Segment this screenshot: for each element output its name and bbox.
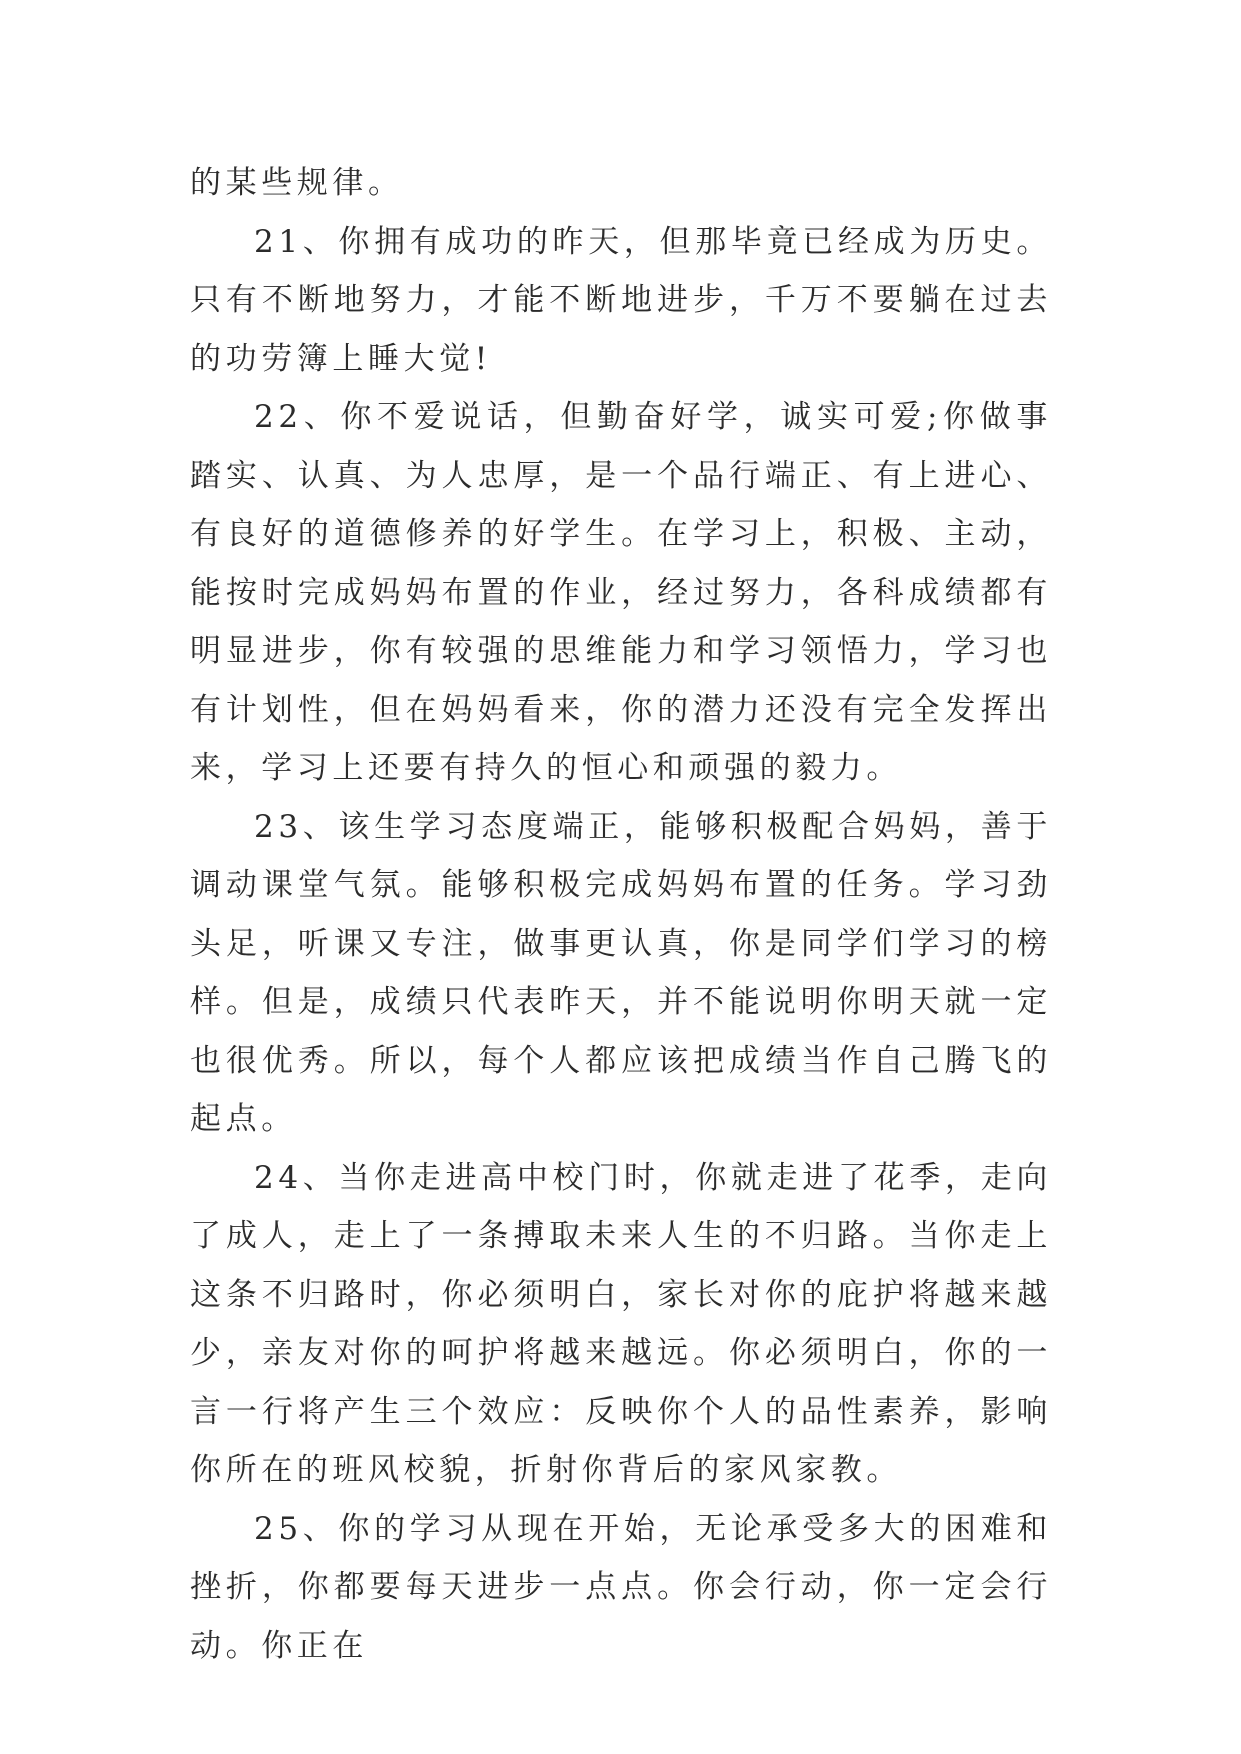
paragraph-22: 22、你不爱说话，但勤奋好学，诚实可爱;你做事踏实、认真、为人忠厚，是一个品行端正、有上进心、有良好的道德修养的好学生。在学习上，积极、主动，能按时完成妈妈布置的作业，经过努力，各科成绩都有明显进步，你有较强的思维能力和学习领悟力，学习也有计划性，但在妈妈看来，你的潜力还没有完全发挥出来，学习上还要有持久的恒心和顽强的毅力。 <box>190 399 1052 786</box>
paragraph-24: 24、当你走进高中校门时，你就走进了花季，走向了成人，走上了一条搏取未来人生的不归路。当你走上这条不归路时，你必须明白，家长对你的庇护将越来越少，亲友对你的呵护将越来越远。你必须明白，你的一言一行将产生三个效应：反映你个人的品性素养，影响你所在的班风校貌，折射你背后的家风家教。 <box>190 1159 1052 1488</box>
paragraph-21: 21、你拥有成功的昨天，但那毕竟已经成为历史。只有不断地努力，才能不断地进步，千万不要躺在过去的功劳簿上睡大觉! <box>190 223 1052 377</box>
document-body <box>190 154 1052 1675</box>
paragraph-23: 23、该生学习态度端正，能够积极配合妈妈，善于调动课堂气氛。能够积极完成妈妈布置的任务。学习劲头足，听课又专注，做事更认真，你是同学们学习的榜样。但是，成绩只代表昨天，并不能说明你明天就一定也很优秀。所以，每个人都应该把成绩当作自己腾飞的起点。 <box>190 808 1052 1137</box>
paragraph-25: 25、你的学习从现在开始，无论承受多大的困难和挫折，你都要每天进步一点点。你会行动，你一定会行动。你正在 <box>190 1510 1052 1664</box>
paragraph-continuation: 的某些规律。 <box>190 165 404 201</box>
